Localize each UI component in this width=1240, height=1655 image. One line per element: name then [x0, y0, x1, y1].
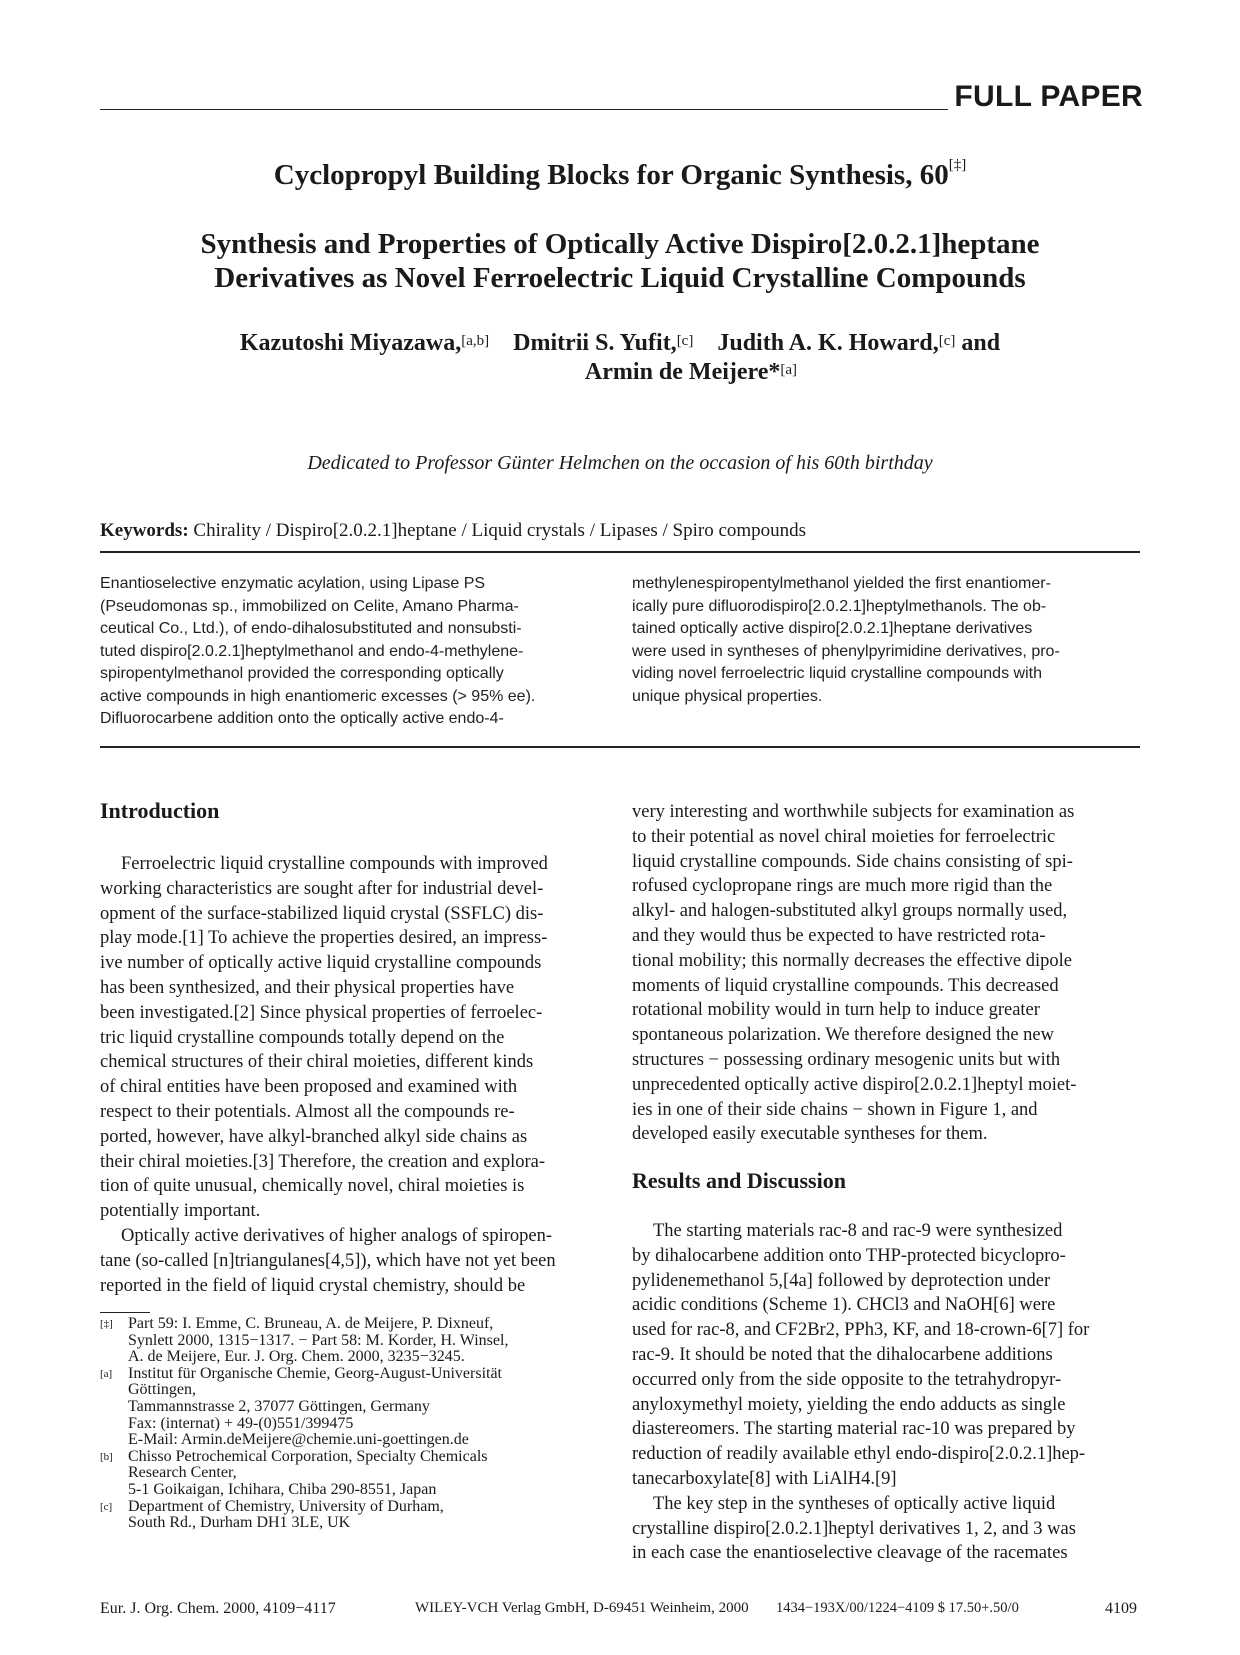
header-rule: [100, 109, 948, 110]
body-line: tional mobility; this normally decreases the effective dipole: [632, 950, 1072, 971]
body-line: ported, however, have alkyl-branched alkyl side chains as: [100, 1126, 528, 1147]
intro-body-right: [632, 800, 1140, 1147]
abstract-top-rule: [100, 551, 1140, 553]
body-line: potentially important.: [100, 1201, 261, 1222]
abstract-left-column: [100, 573, 608, 731]
title-line: Synthesis and Properties of Optically Active Dispiro[2.0.2.1]heptane: [200, 228, 1040, 260]
body-line: reported in the field of liquid crystal chemistry, should be: [100, 1275, 526, 1296]
section-heading-results: Results and Discussion: [632, 1168, 846, 1193]
body-line: tion of quite unusual, chemically novel, chiral moieties is: [100, 1176, 525, 1197]
abstract-line: active compounds in high enantiomeric excesses (> 95% ee).: [100, 687, 536, 705]
body-line: to their potential as novel chiral moieties for ferroelectric: [632, 826, 1056, 847]
footnote-mark: [‡]: [100, 1318, 113, 1330]
body-line: ive number of optically active liquid crystalline compounds: [100, 953, 542, 974]
footnote-line: A. de Meijere, Eur. J. Org. Chem. 2000, 3235−3245.: [128, 1348, 465, 1366]
body-line: rotational mobility would in turn help to induce greater: [632, 1000, 1040, 1021]
footnote-line: Göttingen,: [128, 1381, 196, 1399]
body-line: acidic conditions (Scheme 1). CHCl3 and NaOH[6] were: [632, 1295, 1056, 1316]
body-line: spontaneous polarization. We therefore designed the new: [632, 1025, 1054, 1046]
body-line: alkyl- and halogen-substituted alkyl groups normally used,: [632, 901, 1068, 922]
body-line: and they would thus be expected to have restricted rota-: [632, 925, 1046, 946]
abstract-line: ically pure difluorodispiro[2.0.2.1]heptylmethanols. The ob-: [632, 597, 1047, 615]
author-list: [100, 329, 1140, 387]
body-line: reduction of readily available ethyl endo-dispiro[2.0.2.1]hep-: [632, 1444, 1086, 1465]
author-line: [100, 329, 1140, 358]
body-line: play mode.[1] To achieve the properties desired, an impress-: [100, 928, 548, 949]
body-line: crystalline dispiro[2.0.2.1]heptyl derivatives 1, 2, and 3 was: [632, 1518, 1076, 1539]
footnote-line: Fax: (internat) + 49-(0)551/399475: [128, 1414, 354, 1432]
footnote: [100, 1449, 608, 1499]
body-line: anyloxymethyl moiety, yielding the endo adducts as single: [632, 1394, 1066, 1415]
keywords-label: Keywords:: [100, 520, 189, 541]
author-affiliation-mark: [a,b]: [461, 333, 490, 349]
author-line: [100, 358, 1140, 387]
body-line: The starting materials rac-8 and rac-9 were synthesized: [653, 1221, 1063, 1241]
abstract-line: viding novel ferroelectric liquid crystalline compounds with: [632, 665, 1042, 682]
footnote-line: Research Center,: [128, 1464, 237, 1482]
footnote-line: Tammannstrasse 2, 37077 Göttingen, Germany: [128, 1397, 430, 1415]
abstract-line: ceutical Co., Ltd.), of endo-dihalosubstituted and nonsubsti-: [100, 620, 522, 637]
body-line: diastereomers. The starting material rac-10 was prepared by: [632, 1419, 1076, 1440]
body-line: used for rac-8, and CF2Br2, PPh3, KF, and 18-crown-6[7] for: [632, 1320, 1090, 1341]
footnote-line: Synlett 2000, 1315−1317. − Part 58: M. Korder, H. Winsel,: [128, 1331, 509, 1349]
body-line: moments of liquid crystalline compounds. This decreased: [632, 975, 1059, 996]
body-line: pylidenemethanol 5,[4a] followed by deprotection under: [632, 1270, 1051, 1291]
footnote-email[interactable]: E-Mail: Armin.deMeijere@chemie.uni-goettingen.de: [128, 1431, 469, 1449]
body-line: Optically active derivatives of higher analogs of spiropen-: [121, 1225, 553, 1246]
footnotes: [100, 1316, 608, 1532]
footer-publisher: WILEY-VCH Verlag GmbH, D-69451 Weinheim, 2000: [415, 1600, 749, 1616]
footnote: [100, 1316, 608, 1366]
author-name: Kazutoshi Miyazawa,: [239, 330, 462, 356]
dedication: Dedicated to Professor Günter Helmchen on the occasion of his 60th birthday: [307, 452, 933, 474]
body-line: unprecedented optically active dispiro[2.0.2.1]heptyl moiet-: [632, 1074, 1077, 1095]
author-affiliation-mark: [c]: [676, 333, 694, 349]
keywords-list: Chirality / Dispiro[2.0.2.1]heptane / Liquid crystals / Lipases / Spiro compounds: [193, 520, 807, 541]
abstract-line: Difluorocarbene addition onto the optically active endo-4-: [100, 710, 504, 727]
body-line: of chiral entities have been proposed and examined with: [100, 1077, 518, 1098]
body-line: their chiral moieties.[3] Therefore, the creation and explora-: [100, 1151, 545, 1172]
footnote-mark: [b]: [100, 1450, 113, 1463]
footnote-mark: [c]: [100, 1500, 113, 1513]
body-line: rac-9. It should be noted that the dihalocarbene additions: [632, 1344, 1053, 1365]
abstract-line: Enantioselective enzymatic acylation, using Lipase PS: [100, 575, 486, 592]
article-type-label: FULL PAPER: [954, 80, 1143, 113]
body-line: very interesting and worthwhile subjects for examination as: [632, 802, 1075, 822]
body-line: occurred only from the side opposite to the tetrahydropyr-: [632, 1369, 1062, 1390]
intro-body-left: [100, 852, 608, 1298]
body-line: been investigated.[2] Since physical properties of ferroelec-: [100, 1002, 543, 1023]
body-line: opment of the surface-stabilized liquid crystal (SSFLC) dis-: [100, 903, 544, 924]
author-affiliation-mark: [c]: [938, 333, 956, 349]
body-line: tric liquid crystalline compounds totally depend on the: [100, 1027, 505, 1048]
footnote: [100, 1499, 608, 1532]
body-line: by dihalocarbene addition onto THP-protected bicyclopro-: [632, 1245, 1066, 1266]
body-line: in each case the enantioselective cleavage of the racemates: [632, 1543, 1068, 1564]
series-title: [100, 159, 1140, 192]
keywords: [100, 520, 806, 542]
results-body-right: [632, 1219, 1140, 1566]
body-line: ies in one of their side chains − shown in Figure 1, and: [632, 1099, 1038, 1120]
author-conjunction: and: [961, 330, 1001, 356]
series-title-text: Cyclopropyl Building Blocks for Organic Synthesis, 60: [273, 159, 949, 191]
body-line: tanecarboxylate[8] with LiAlH4.[9]: [632, 1468, 897, 1489]
body-line: rofused cyclopropane rings are much more rigid than the: [632, 876, 1053, 897]
abstract-right-column: [632, 573, 1140, 708]
footnote-line: 5-1 Goikaigan, Ichihara, Chiba 290-8551, Japan: [128, 1480, 437, 1498]
body-line: has been synthesized, and their physical properties have: [100, 977, 515, 998]
body-line: liquid crystalline compounds. Side chains consisting of spi-: [632, 851, 1073, 872]
author-name: Judith A. K. Howard,: [717, 330, 939, 356]
abstract-line: tained optically active dispiro[2.0.2.1]heptane derivatives: [632, 620, 1033, 637]
footer-copyright-code: 1434−193X/00/1224−4109 $ 17.50+.50/0: [776, 1600, 1019, 1616]
footer-journal-citation: Eur. J. Org. Chem. 2000, 4109−4117: [100, 1600, 336, 1617]
body-line: Ferroelectric liquid crystalline compounds with improved: [121, 854, 548, 874]
page-number: 4109: [1105, 1600, 1137, 1617]
body-line: developed easily executable syntheses for them.: [632, 1124, 988, 1145]
footnote-rule: [100, 1312, 150, 1313]
abstract-line: were used in syntheses of phenylpyrimidine derivatives, pro-: [632, 642, 1060, 660]
abstract-line: methylenespiropentylmethanol yielded the first enantiomer-: [632, 575, 1051, 592]
section-heading-introduction: Introduction: [100, 798, 220, 823]
footnote-line: Institut für Organische Chemie, Georg-August-Universität: [128, 1364, 502, 1382]
abstract-line: spiropentylmethanol provided the corresponding optically: [100, 665, 504, 682]
series-title-footnote-mark: [‡]: [948, 157, 967, 173]
abstract-bottom-rule: [100, 746, 1140, 748]
footnote-line: Chisso Petrochemical Corporation, Specialty Chemicals: [128, 1447, 488, 1465]
abstract-line: tuted dispiro[2.0.2.1]heptylmethanol and endo-4-methylene-: [100, 642, 524, 660]
title-line: Derivatives as Novel Ferroelectric Liquid Crystalline Compounds: [214, 262, 1026, 294]
footnote-line: Part 59: I. Emme, C. Bruneau, A. de Meijere, P. Dixneuf,: [128, 1315, 494, 1332]
abstract-line: unique physical properties.: [632, 687, 823, 705]
author-affiliation-mark: [a]: [780, 362, 798, 378]
body-line: tane (so-called [n]triangulanes[4,5]), which have not yet been: [100, 1250, 556, 1271]
footnote-line: South Rd., Durham DH1 3LE, UK: [128, 1514, 351, 1532]
footnote: [100, 1366, 608, 1449]
body-line: The key step in the syntheses of optically active liquid: [653, 1493, 1056, 1514]
author-name: Dmitrii S. Yufit,: [513, 330, 677, 356]
author-name: Armin de Meijere*: [584, 359, 781, 385]
body-line: working characteristics are sought after for industrial devel-: [100, 878, 544, 899]
footnote-mark: [a]: [100, 1367, 113, 1380]
body-line: respect to their potentials. Almost all the compounds re-: [100, 1101, 515, 1122]
body-line: chemical structures of their chiral moieties, different kinds: [100, 1052, 534, 1073]
abstract-line: (Pseudomonas sp., immobilized on Celite, Amano Pharma-: [100, 597, 519, 615]
article-title: [100, 227, 1140, 295]
footnote-line: Department of Chemistry, University of Durham,: [128, 1497, 444, 1515]
body-line: structures − possessing ordinary mesogenic units but with: [632, 1049, 1061, 1070]
